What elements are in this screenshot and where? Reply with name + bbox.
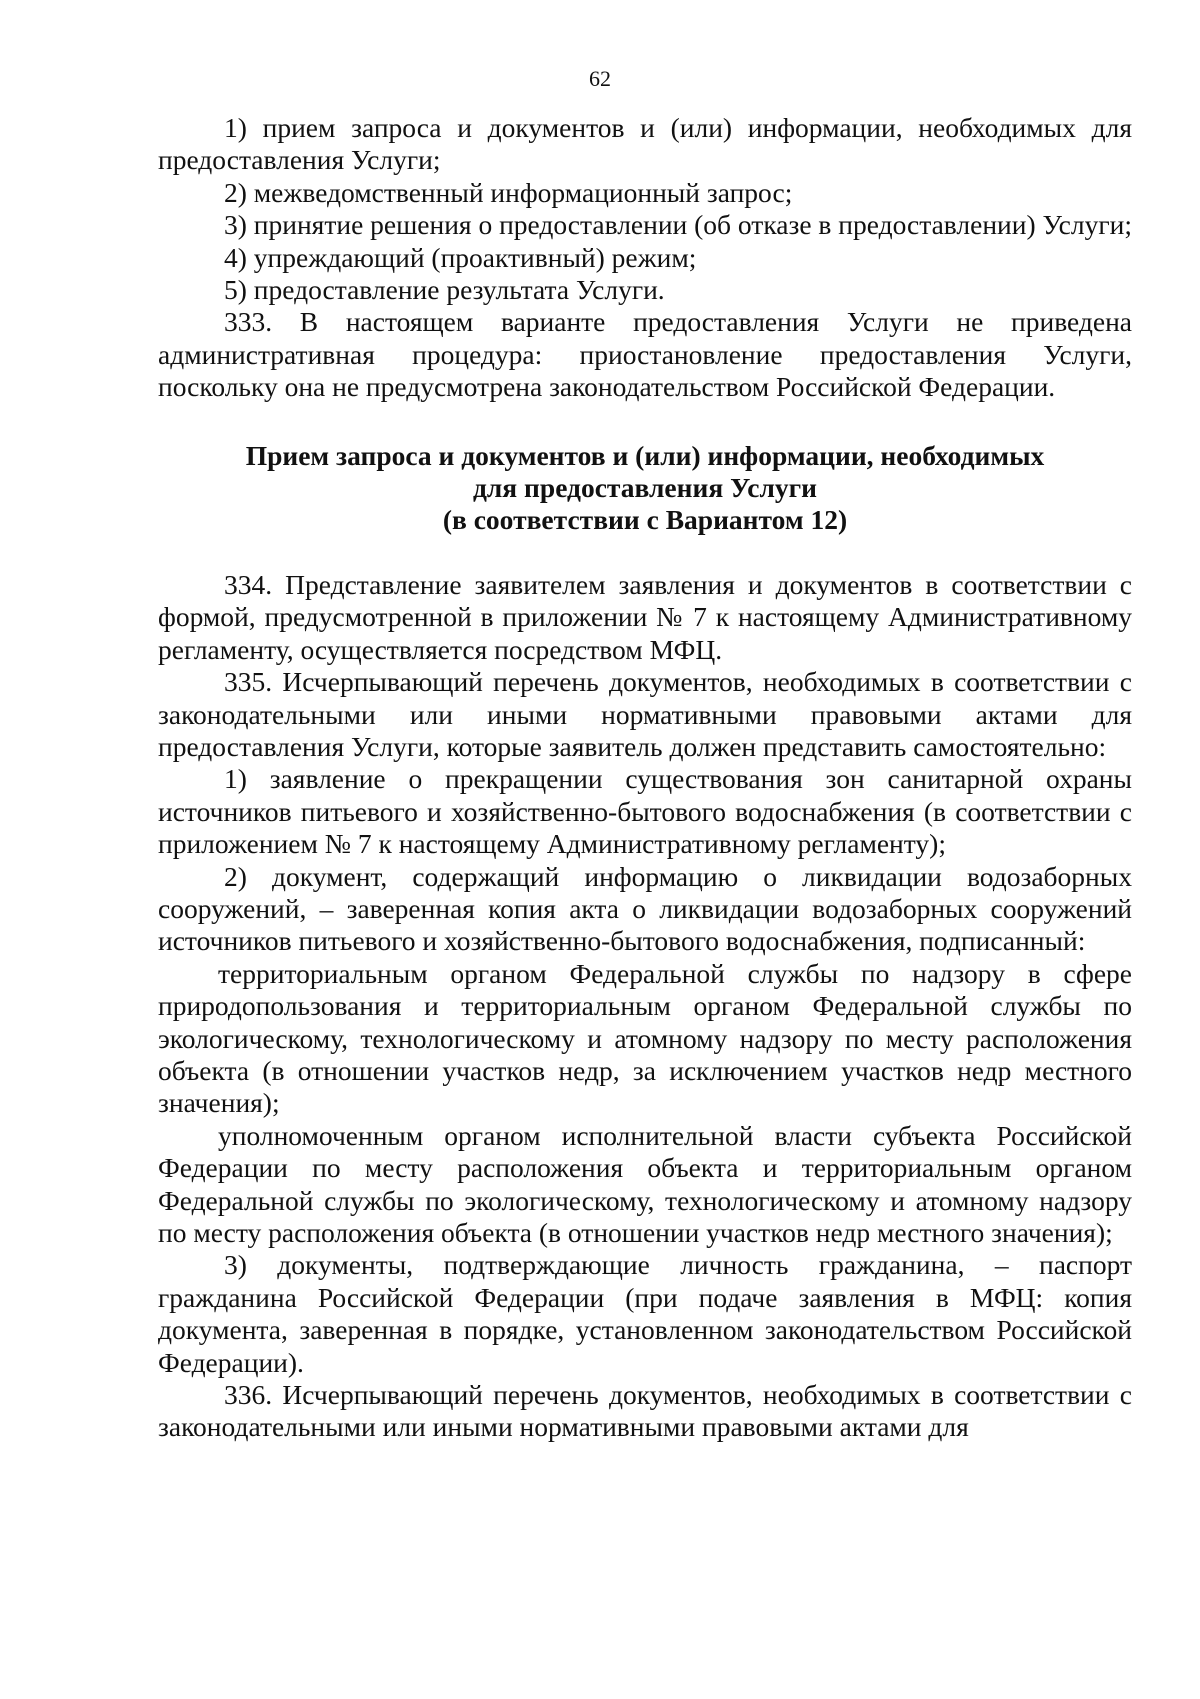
paragraph-334: 334. Представление заявителем заявления и документов в соответствии с формой, предусмотренной в приложении № 7 к настоящему Административному регламенту, осуществляется посредством МФЦ. <box>158 568 1132 665</box>
paragraph-335: 335. Исчерпывающий перечень документов, необходимых в соответствии с законодательными или иными нормативными правовыми актами для предоставления Услуги, которые заявитель должен представить самостоятельно: <box>158 666 1132 762</box>
paragraph-333: 333. В настоящем варианте предоставления Услуги не приведена административная процедура: приостановление предоставления Услуги, поскольку она не предусмотрена законодательством Российской Федерации. <box>158 306 1132 403</box>
paragraph-335-item-2: 2) документ, содержащий информацию о ликвидации водозаборных сооружений, – заверенная копия акта о ликвидации водозаборных сооружений источников питьевого и хозяйственно-бытового водоснабжения, подписанный: <box>158 860 1132 957</box>
paragraph-335-item-1: 1) заявление о прекращении существования зон санитарной охраны источников питьевого и хозяйственно-бытового водоснабжения (в соответствии с приложением № 7 к настоящему Административному регламенту); <box>158 763 1132 860</box>
paragraph-335-item-2-subpoint-2: уполномоченным органом исполнительной власти субъекта Российской Федерации по месту расположения объекта и территориальным органом Федеральной службы по экологическому, технологическому и атомному надзору по месту расположения объекта (в отношении участков недр местного значения); <box>158 1119 1132 1248</box>
document-body <box>158 112 1132 1444</box>
list-item-4: 4) упреждающий (проактивный) режим; <box>224 241 697 273</box>
section-heading <box>158 440 1132 537</box>
section-heading-line-1: Прием запроса и документов и (или) информации, необходимых <box>245 439 1045 471</box>
list-item-5: 5) предоставление результата Услуги. <box>224 274 665 306</box>
list-item-2: 2) межведомственный информационный запрос; <box>224 176 793 208</box>
paragraph-335-item-3: 3) документы, подтверждающие личность гражданина, – паспорт гражданина Российской Федерации (при подаче заявления в МФЦ: копия документа, заверенная в порядке, установленном законодательством Российской Федерации). <box>158 1249 1132 1378</box>
section-heading-line-3: (в соответствии с Вариантом 12) <box>442 504 848 536</box>
list-item-1: 1) прием запроса и документов и (или) информации, необходимых для предоставления Услуги; <box>158 112 1132 176</box>
list-item-3: 3) принятие решения о предоставлении (об отказе в предоставлении) Услуги; <box>224 209 1132 241</box>
section-heading-line-2: для предоставления Услуги <box>472 472 818 504</box>
page-number: 62 <box>589 66 611 91</box>
paragraph-335-item-2-subpoint-1: территориальным органом Федеральной службы по надзору в сфере природопользования и территориальным органом Федеральной службы по экологическому, технологическому и атомному надзору по месту расположения объекта (в отношении участков недр, за исключением участков недр местного значения); <box>158 957 1132 1119</box>
paragraph-336: 336. Исчерпывающий перечень документов, необходимых в соответствии с законодательными или иными нормативными правовыми актами для <box>158 1379 1132 1443</box>
